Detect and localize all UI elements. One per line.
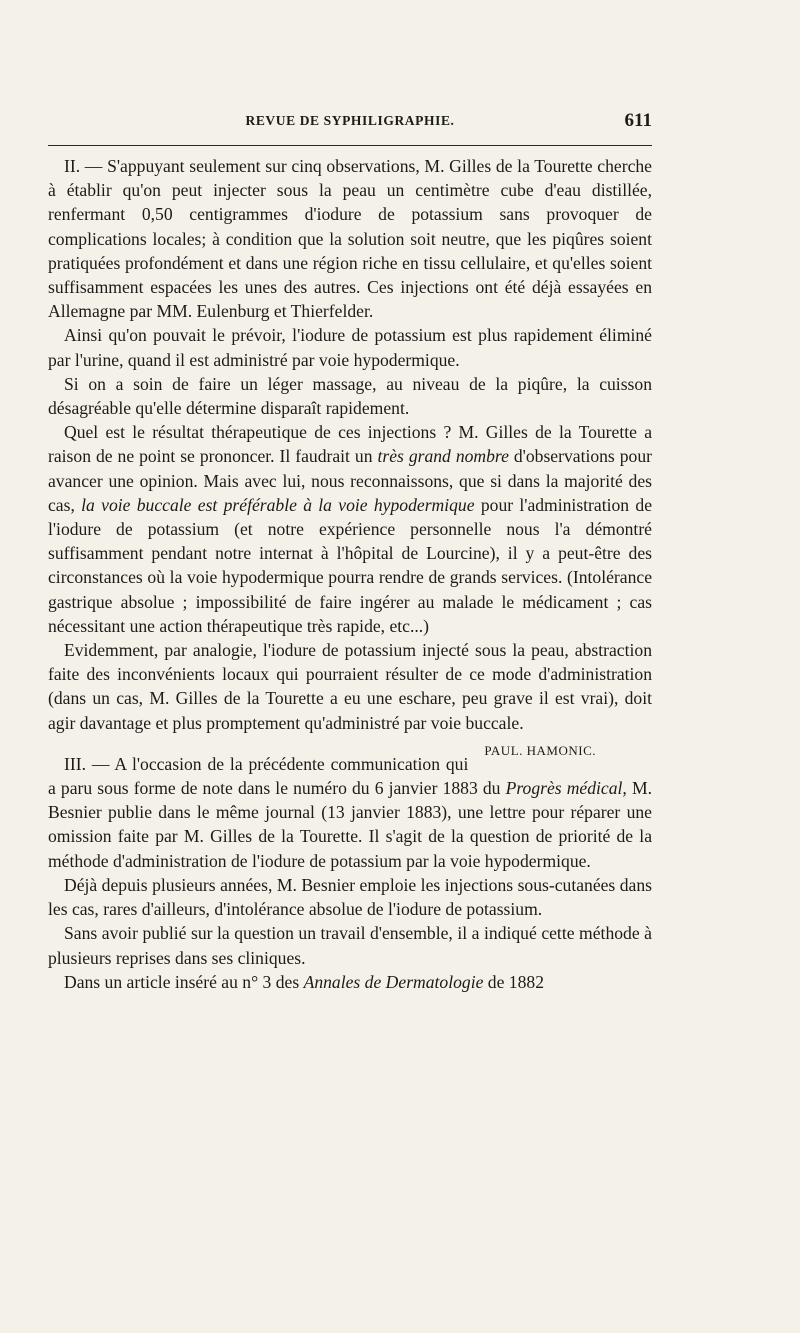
italic-text: la voie buccale est préférable à la voie hypodermique	[81, 494, 475, 515]
text-run: Quel est le résultat thérapeutique de ces injections ? M. Gilles de la Tourette a raison de ne point se prononcer. Il faudrait un	[48, 422, 652, 467]
author-signature: PAUL. HAMONIC.	[484, 742, 596, 758]
paragraph	[48, 638, 652, 758]
paragraph	[48, 752, 652, 873]
text-run: d'observations pour avancer une opinion. Mais avec lui, nous reconnaissons, que si dans la majorité des cas,	[48, 446, 652, 515]
paragraph: Si on a soin de faire un léger massage, au niveau de la piqûre, la cuisson désagréable qu'elle détermine disparaît rapidement.	[48, 373, 652, 419]
body-text	[48, 154, 652, 994]
paragraph	[48, 970, 652, 994]
italic-text: Progrès médical,	[505, 778, 627, 799]
italic-text: Annales de Dermatologie	[303, 971, 484, 992]
text-run: III. — A l'occasion de la précédente communication qui a paru sous forme de note dans le numéro du 6 janvier 1883 du	[48, 753, 506, 799]
paragraph: II. — S'appuyant seulement sur cinq observations, M. Gilles de la Tourette cherche à établir qu'on peut injecter sous la peau un centimètre cube d'eau distillée, renfermant 0,50 centigrammes d'iodure de potassium sans provoquer de complications locales; à condition que la solution soit neutre, que les piqûres soient pratiquées profondément et dans une région riche en tissu cellulaire, et qu'elles soient suffisamment espacées les unes des autres. Ces injections ont été déjà essayées en Allemagne par MM. Eulenburg et Thierfelder.	[48, 156, 652, 322]
running-header	[48, 110, 652, 139]
text-run: Evidemment, par analogie, l'iodure de potassium injecté sous la peau, abstraction faite des inconvénients locaux qui pourraient résulter de ce mode d'administration (dans un cas, M. Gilles de la Tourette a eu une eschare, peu grave il est vrai), doit agir davantage et plus promptement qu'administré par voie buccale.	[48, 640, 652, 733]
text-run: M. Besnier publie dans le même journal (13 janvier 1883), une lettre pour réparer une omission faite par M. Gilles de la Tourette. Il s'agit de la question de priorité de la méthode d'administration de l'iodure de potassium par la voie hypodermique.	[48, 778, 652, 871]
text-run: de 1882	[483, 971, 544, 992]
text-run: pour l'administration de l'iodure de potassium (et notre expérience personnelle nous l'a démontré suffisamment pendant notre internat à l'hôpital de Lourcine), il y a peut-être des circonstances où la voie hypodermique pourra rendre de grands services. (Intolérance gastrique absolue ; impossibilité de faire ingérer au malade le médicament ; cas nécessitant une action thérapeutique très rapide, etc...)	[48, 494, 652, 636]
paragraph: Déjà depuis plusieurs années, M. Besnier emploie les injections sous-cutanées dans les cas, rares d'ailleurs, d'intolérance absolue de l'iodure de potassium.	[48, 874, 652, 920]
page-number: 611	[624, 110, 652, 131]
header-rule	[48, 145, 652, 146]
paragraph: Sans avoir publié sur la question un travail d'ensemble, il a indiqué cette méthode à plusieurs reprises dans ses cliniques.	[48, 923, 652, 968]
paragraph: Ainsi qu'on pouvait le prévoir, l'iodure de potassium est plus rapidement éliminé par l'urine, quand il est administré par voie hypodermique.	[48, 325, 652, 370]
text-run: Dans un article inséré au n° 3 des	[64, 971, 304, 992]
paragraph	[48, 420, 652, 638]
italic-text: très grand nombre	[377, 446, 509, 467]
running-title: REVUE DE SYPHILIGRAPHIE.	[245, 113, 455, 128]
